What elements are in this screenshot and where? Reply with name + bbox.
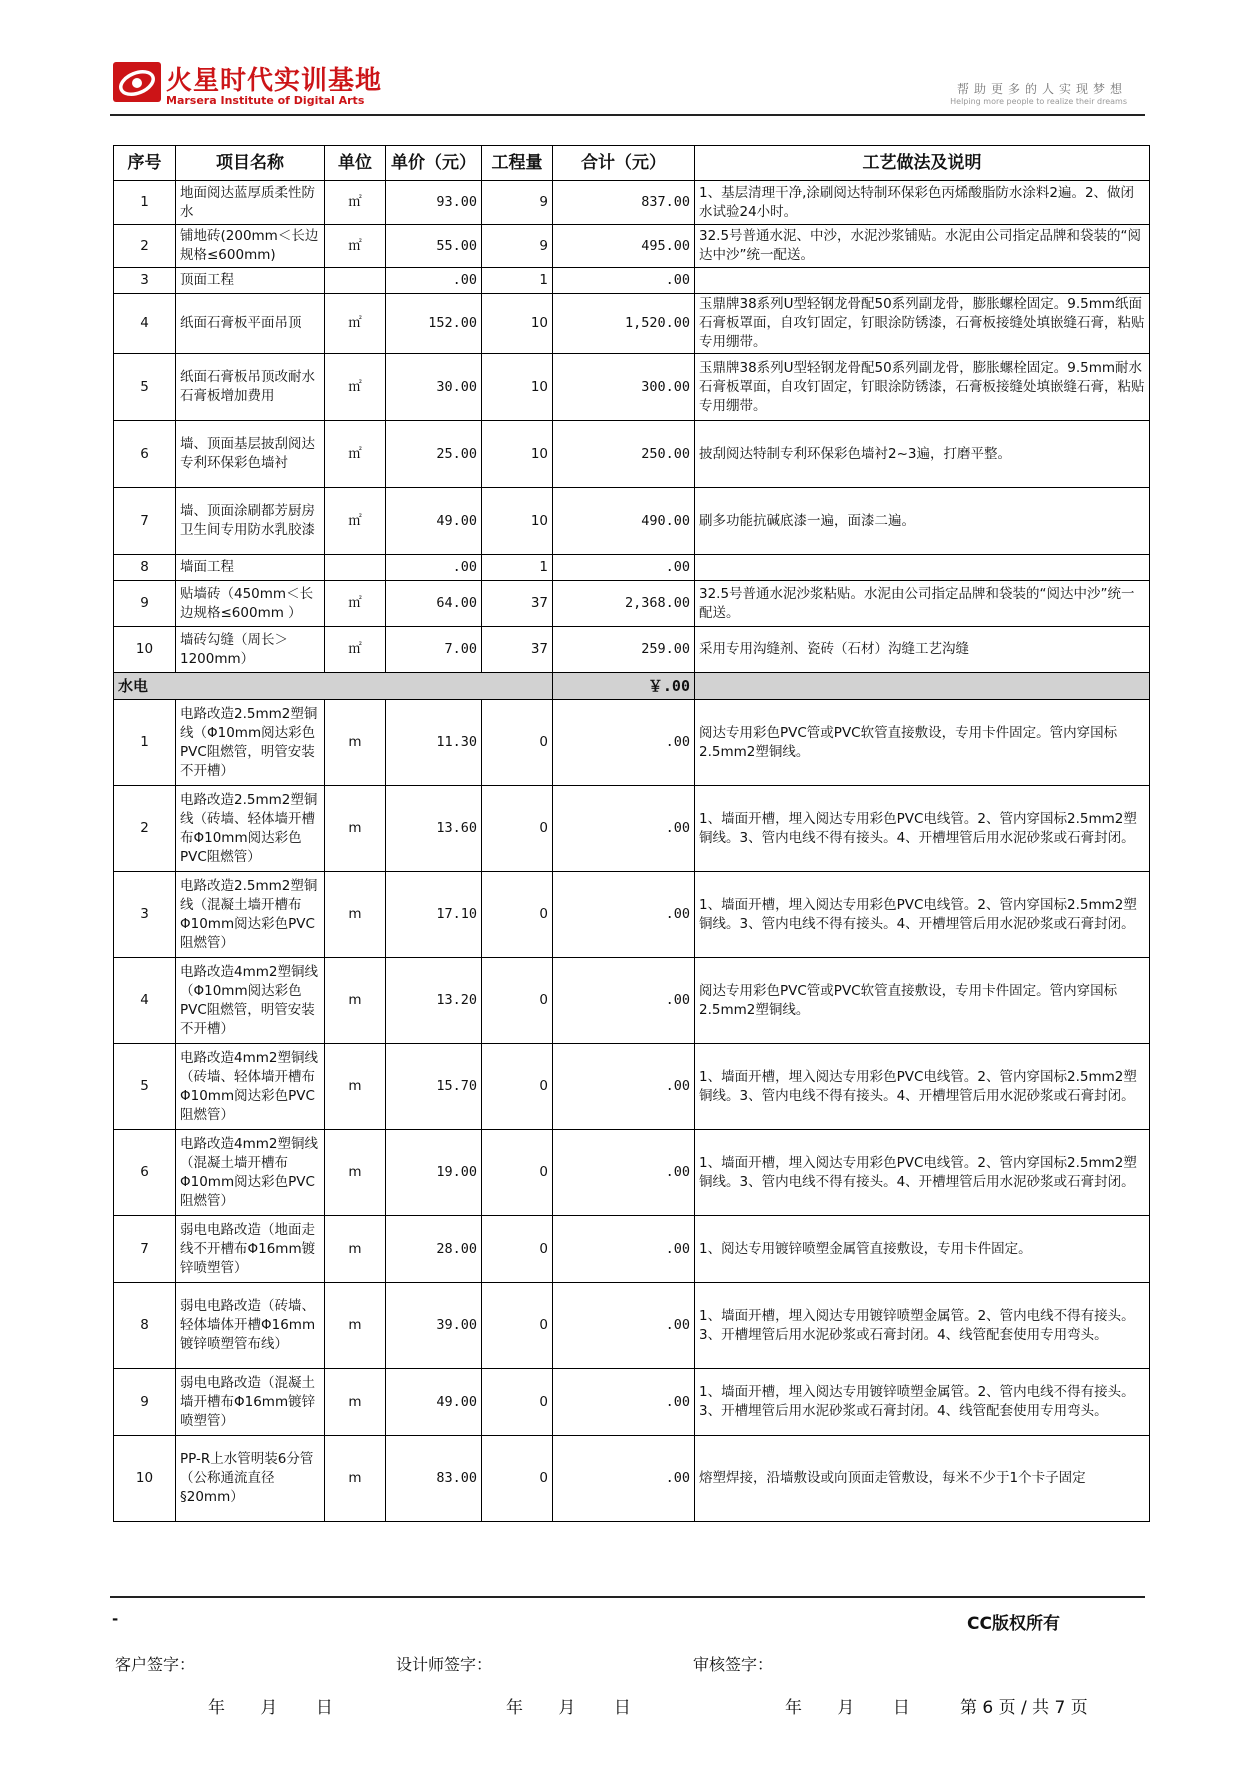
table-row	[114, 581, 1150, 627]
cell-unit	[325, 555, 386, 581]
cell-qty: 0	[482, 786, 553, 872]
date-day: 日	[892, 1698, 910, 1718]
cell-total: .00	[553, 958, 695, 1044]
cell-unit: m	[325, 872, 386, 958]
cell-price: 64.00	[386, 581, 482, 627]
cell-unit: m	[325, 1369, 386, 1436]
cell-price: 7.00	[386, 627, 482, 673]
cell-name: 墙、顶面涂刷都芳厨房卫生间专用防水乳胶漆	[176, 488, 325, 555]
cell-name: 墙面工程	[176, 555, 325, 581]
cell-total: .00	[553, 268, 695, 294]
cell-price: .00	[386, 555, 482, 581]
cell-total: .00	[553, 1044, 695, 1130]
cell-qty: 0	[482, 1130, 553, 1216]
cell-qty: 0	[482, 1216, 553, 1283]
cell-unit: m	[325, 1216, 386, 1283]
cell-desc: 32.5号普通水泥沙浆粘贴。水泥由公司指定品牌和袋装的“阅达中沙”统一配送。	[695, 581, 1150, 627]
cell-name: 地面阅达蓝厚质柔性防水	[176, 181, 325, 225]
section-total: ￥.00	[553, 673, 695, 700]
cell-desc: 1、墙面开槽，埋入阅达专用彩色PVC电线管。2、管内穿国标2.5mm2塑铜线。3、管内电线不得有接头。4、开槽埋管后用水泥砂浆或石膏封闭。	[695, 1130, 1150, 1216]
cell-total: .00	[553, 700, 695, 786]
cell-desc: 阅达专用彩色PVC管或PVC软管直接敷设，专用卡件固定。管内穿国标2.5mm2塑铜线。	[695, 700, 1150, 786]
cell-qty: 0	[482, 872, 553, 958]
cell-unit: ㎡	[325, 181, 386, 225]
cell-unit: ㎡	[325, 354, 386, 421]
cell-no: 4	[114, 294, 176, 354]
cell-price: 17.10	[386, 872, 482, 958]
cell-desc: 玉鼎牌38系列U型轻钢龙骨配50系列副龙骨，膨胀螺栓固定。9.5mm耐水石膏板罩面，自攻钉固定，钉眼涂防锈漆，石膏板接缝处填嵌缝石膏，粘贴专用绷带。	[695, 354, 1150, 421]
table-row	[114, 354, 1150, 421]
cell-price: 28.00	[386, 1216, 482, 1283]
cell-unit	[325, 268, 386, 294]
header-total: 合计（元）	[553, 146, 695, 181]
cell-no: 2	[114, 786, 176, 872]
date-year: 年	[506, 1698, 523, 1718]
cell-price: 49.00	[386, 1369, 482, 1436]
cell-qty: 10	[482, 421, 553, 488]
cell-price: 55.00	[386, 225, 482, 268]
cell-desc: 采用专用沟缝剂、瓷砖（石材）沟缝工艺沟缝	[695, 627, 1150, 673]
cell-desc: 1、墙面开槽，埋入阅达专用彩色PVC电线管。2、管内穿国标2.5mm2塑铜线。3、管内电线不得有接头。4、开槽埋管后用水泥砂浆或石膏封闭。	[695, 1044, 1150, 1130]
cell-qty: 9	[482, 181, 553, 225]
header-description: 工艺做法及说明	[695, 146, 1150, 181]
designer-signature-label: 设计师签字：	[396, 1655, 493, 1674]
cell-name: 纸面石膏板吊顶改耐水石膏板增加费用	[176, 354, 325, 421]
cell-qty: 0	[482, 1369, 553, 1436]
cell-price: 39.00	[386, 1283, 482, 1369]
cell-no: 5	[114, 354, 176, 421]
cell-price: 83.00	[386, 1436, 482, 1522]
cell-name: 电路改造2.5mm2塑铜线（混凝土墙开槽布Φ10mm阅达彩色PVC阻燃管）	[176, 872, 325, 958]
table-row	[114, 700, 1150, 786]
logo-chinese-name: 火星时代实训基地	[166, 66, 383, 96]
date-year: 年	[785, 1698, 802, 1718]
cell-qty: 10	[482, 294, 553, 354]
cell-name: 电路改造4mm2塑铜线（混凝土墙开槽布Φ10mm阅达彩色PVC阻燃管）	[176, 1130, 325, 1216]
cell-no: 1	[114, 700, 176, 786]
cell-qty: 0	[482, 1436, 553, 1522]
cell-price: 19.00	[386, 1130, 482, 1216]
table-row	[114, 627, 1150, 673]
table-row	[114, 181, 1150, 225]
cell-qty: 0	[482, 700, 553, 786]
cell-total: 490.00	[553, 488, 695, 555]
cell-qty: 0	[482, 1044, 553, 1130]
cell-no: 10	[114, 627, 176, 673]
cell-qty: 0	[482, 958, 553, 1044]
slogan-english: Helping more people to realize their dreams	[950, 97, 1127, 106]
cell-no: 4	[114, 958, 176, 1044]
cell-qty: 37	[482, 581, 553, 627]
cell-no: 6	[114, 1130, 176, 1216]
cell-name: 墙砖勾缝（周长＞1200mm）	[176, 627, 325, 673]
cell-name: 电路改造2.5mm2塑铜线（砖墙、轻体墙开槽布Φ10mm阅达彩色PVC阻燃管）	[176, 786, 325, 872]
cell-desc: 阅达专用彩色PVC管或PVC软管直接敷设，专用卡件固定。管内穿国标2.5mm2塑铜线。	[695, 958, 1150, 1044]
cell-qty: 9	[482, 225, 553, 268]
cell-total: 259.00	[553, 627, 695, 673]
cell-qty: 10	[482, 488, 553, 555]
cell-no: 10	[114, 1436, 176, 1522]
cell-price: 13.60	[386, 786, 482, 872]
cell-no: 2	[114, 225, 176, 268]
cell-unit: m	[325, 1283, 386, 1369]
cell-qty: 0	[482, 1283, 553, 1369]
cell-desc: 1、墙面开槽，埋入阅达专用镀锌喷塑金属管。2、管内电线不得有接头。3、开槽埋管后用水泥砂浆或石膏封闭。4、线管配套使用专用弯头。	[695, 1369, 1150, 1436]
date-day: 日	[315, 1698, 333, 1718]
cell-no: 6	[114, 421, 176, 488]
cell-unit: ㎡	[325, 627, 386, 673]
cell-unit: m	[325, 1130, 386, 1216]
table-row	[114, 1436, 1150, 1522]
cell-qty: 10	[482, 354, 553, 421]
cell-desc: 1、墙面开槽，埋入阅达专用镀锌喷塑金属管。2、管内电线不得有接头。3、开槽埋管后用水泥砂浆或石膏封闭。4、线管配套使用专用弯头。	[695, 1283, 1150, 1369]
footer-dash: -	[112, 1610, 119, 1628]
cell-desc	[695, 555, 1150, 581]
cell-desc: 1、阅达专用镀锌喷塑金属管直接敷设，专用卡件固定。	[695, 1216, 1150, 1283]
customer-signature-label: 客户签字：	[115, 1655, 196, 1674]
header-divider	[110, 114, 1145, 116]
cell-total: 1,520.00	[553, 294, 695, 354]
cell-desc: 1、墙面开槽，埋入阅达专用彩色PVC电线管。2、管内穿国标2.5mm2塑铜线。3、管内电线不得有接头。4、开槽埋管后用水泥砂浆或石膏封闭。	[695, 872, 1150, 958]
cell-no: 7	[114, 1216, 176, 1283]
header-unit-price: 单价（元）	[386, 146, 482, 181]
cell-unit: ㎡	[325, 581, 386, 627]
cell-price: 152.00	[386, 294, 482, 354]
cell-total: 300.00	[553, 354, 695, 421]
cell-total: 495.00	[553, 225, 695, 268]
cell-price: 93.00	[386, 181, 482, 225]
date-month: 月	[558, 1698, 576, 1718]
table-row	[114, 958, 1150, 1044]
section-name: 水电	[114, 673, 553, 700]
cell-name: 贴墙砖（450mm＜长边规格≤600mm ）	[176, 581, 325, 627]
table-row	[114, 1044, 1150, 1130]
cell-total: .00	[553, 1283, 695, 1369]
cell-price: 49.00	[386, 488, 482, 555]
section-desc-empty	[695, 673, 1150, 700]
copyright-text: CC版权所有	[967, 1614, 1060, 1634]
cell-name: 顶面工程	[176, 268, 325, 294]
table-row	[114, 555, 1150, 581]
logo-english-name: Marsera Institute of Digital Arts	[166, 94, 365, 107]
section-row-plumbing-electrical	[114, 673, 1150, 700]
cell-unit: ㎡	[325, 488, 386, 555]
cell-desc: 1、基层清理干净,涂刷阅达特制环保彩色丙烯酸脂防水涂料2遍。2、做闭水试验24小时。	[695, 181, 1150, 225]
cell-unit: m	[325, 786, 386, 872]
cell-unit: m	[325, 958, 386, 1044]
cell-price: 13.20	[386, 958, 482, 1044]
cell-name: 弱电电路改造（砖墙、轻体墙体开槽Φ16mm镀锌喷塑管布线）	[176, 1283, 325, 1369]
table-row	[114, 488, 1150, 555]
cell-no: 8	[114, 1283, 176, 1369]
cell-qty: 1	[482, 268, 553, 294]
cell-name: 铺地砖(200mm＜长边规格≤600mm)	[176, 225, 325, 268]
cell-desc: 披刮阅达特制专利环保彩色墙衬2~3遍，打磨平整。	[695, 421, 1150, 488]
cell-desc: 1、墙面开槽，埋入阅达专用彩色PVC电线管。2、管内穿国标2.5mm2塑铜线。3、管内电线不得有接头。4、开槽埋管后用水泥砂浆或石膏封闭。	[695, 786, 1150, 872]
cell-price: .00	[386, 268, 482, 294]
cell-no: 7	[114, 488, 176, 555]
cell-price: 25.00	[386, 421, 482, 488]
cell-no: 8	[114, 555, 176, 581]
cell-unit: m	[325, 700, 386, 786]
table-row	[114, 1216, 1150, 1283]
cell-total: .00	[553, 1436, 695, 1522]
table-header-row	[114, 146, 1150, 181]
cell-total: .00	[553, 1130, 695, 1216]
page-header	[110, 52, 1145, 112]
cell-no: 1	[114, 181, 176, 225]
cell-name: 电路改造2.5mm2塑铜线（Φ10mm阅达彩色PVC阻燃管，明管安装不开槽）	[176, 700, 325, 786]
header-item-name: 项目名称	[176, 146, 325, 181]
cell-qty: 37	[482, 627, 553, 673]
cell-no: 5	[114, 1044, 176, 1130]
designer-date	[506, 1693, 631, 1718]
cell-total: .00	[553, 1216, 695, 1283]
cell-price: 15.70	[386, 1044, 482, 1130]
reviewer-date	[785, 1693, 910, 1718]
cell-total: 250.00	[553, 421, 695, 488]
table-row	[114, 421, 1150, 488]
cell-name: 电路改造4mm2塑铜线（Φ10mm阅达彩色PVC阻燃管，明管安装不开槽）	[176, 958, 325, 1044]
cell-name: 纸面石膏板平面吊顶	[176, 294, 325, 354]
page-number: 第 6 页 / 共 7 页	[960, 1698, 1088, 1718]
cell-name: 弱电电路改造（混凝土墙开槽布Φ16mm镀锌喷塑管）	[176, 1369, 325, 1436]
cell-name: 电路改造4mm2塑铜线（砖墙、轻体墙开槽布Φ10mm阅达彩色PVC阻燃管）	[176, 1044, 325, 1130]
marsera-logo-icon	[113, 62, 161, 102]
cell-total: .00	[553, 872, 695, 958]
cell-no: 9	[114, 581, 176, 627]
date-day: 日	[613, 1698, 631, 1718]
table-row	[114, 1283, 1150, 1369]
cell-unit: ㎡	[325, 225, 386, 268]
cell-unit: ㎡	[325, 294, 386, 354]
date-month: 月	[260, 1698, 278, 1718]
cell-unit: m	[325, 1044, 386, 1130]
cell-total: 837.00	[553, 181, 695, 225]
cell-unit: ㎡	[325, 421, 386, 488]
table-row	[114, 225, 1150, 268]
table-row	[114, 872, 1150, 958]
cell-no: 3	[114, 268, 176, 294]
cell-name: PP-R上水管明装6分管（公称通流直径§20mm）	[176, 1436, 325, 1522]
footer-divider	[110, 1596, 1145, 1598]
cell-unit: m	[325, 1436, 386, 1522]
header-quantity: 工程量	[482, 146, 553, 181]
table-row	[114, 294, 1150, 354]
cell-desc: 32.5号普通水泥、中沙，水泥沙浆铺贴。水泥由公司指定品牌和袋装的“阅达中沙”统一配送。	[695, 225, 1150, 268]
reviewer-signature-label: 审核签字：	[693, 1655, 774, 1674]
table-row	[114, 1130, 1150, 1216]
cell-price: 30.00	[386, 354, 482, 421]
header-unit: 单位	[325, 146, 386, 181]
header-no: 序号	[114, 146, 176, 181]
cell-name: 墙、顶面基层披刮阅达专利环保彩色墙衬	[176, 421, 325, 488]
date-year: 年	[208, 1698, 225, 1718]
cell-no: 3	[114, 872, 176, 958]
cell-desc: 刷多功能抗碱底漆一遍，面漆二遍。	[695, 488, 1150, 555]
cell-desc: 熔塑焊接，沿墙敷设或向顶面走管敷设，每米不少于1个卡子固定	[695, 1436, 1150, 1522]
slogan-chinese: 帮助更多的人实现梦想	[956, 82, 1127, 96]
cell-no: 9	[114, 1369, 176, 1436]
quotation-table	[113, 145, 1150, 1522]
cell-total: .00	[553, 1369, 695, 1436]
cell-total: 2,368.00	[553, 581, 695, 627]
table-row	[114, 786, 1150, 872]
cell-total: .00	[553, 555, 695, 581]
table-row	[114, 268, 1150, 294]
cell-name: 弱电电路改造（地面走线不开槽布Φ16mm镀锌喷塑管）	[176, 1216, 325, 1283]
customer-date	[208, 1693, 333, 1718]
cell-qty: 1	[482, 555, 553, 581]
cell-price: 11.30	[386, 700, 482, 786]
cell-desc: 玉鼎牌38系列U型轻钢龙骨配50系列副龙骨，膨胀螺栓固定。9.5mm纸面石膏板罩面，自攻钉固定，钉眼涂防锈漆，石膏板接缝处填嵌缝石膏，粘贴专用绷带。	[695, 294, 1150, 354]
table-row	[114, 1369, 1150, 1436]
cell-total: .00	[553, 786, 695, 872]
cell-desc	[695, 268, 1150, 294]
date-month: 月	[837, 1698, 855, 1718]
